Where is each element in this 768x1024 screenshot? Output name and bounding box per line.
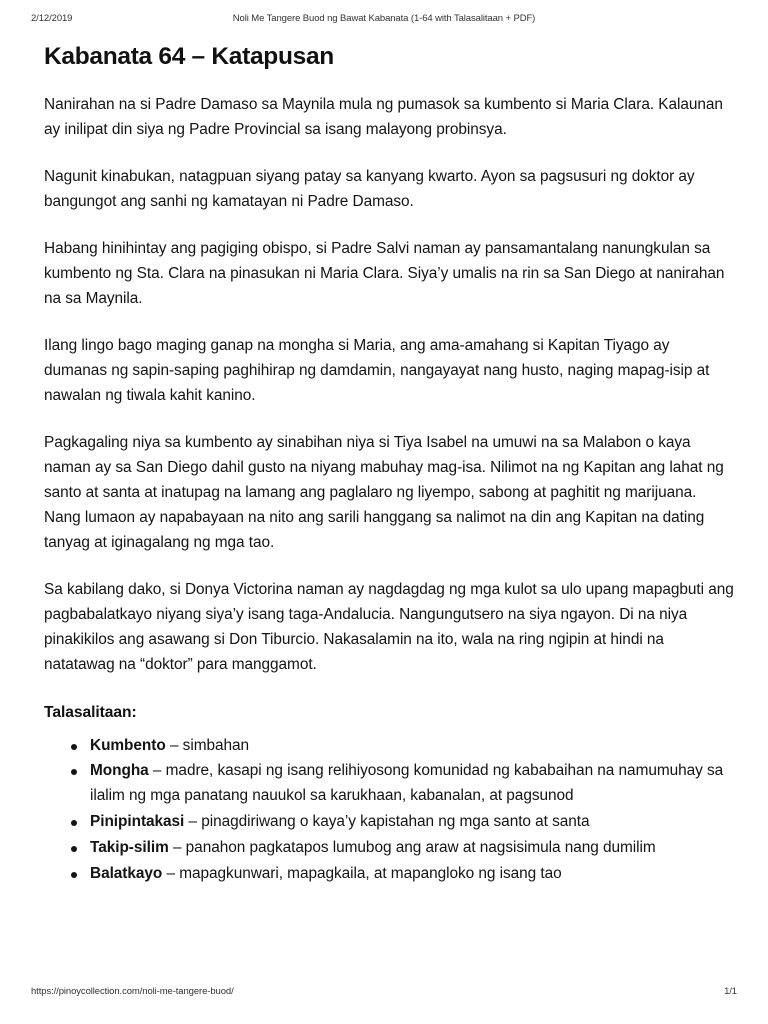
print-footer xyxy=(0,986,768,1000)
bullet-icon xyxy=(71,820,77,826)
body-paragraph: Nanirahan na si Padre Damaso sa Maynila mula ng pumasok sa kumbento si Maria Clara. Kalaunan ay inilipat din siya ng Padre Provincial sa isang malayong probinsya. xyxy=(44,96,723,139)
print-footer-page-number: 1/1 xyxy=(724,986,737,997)
bullet-icon xyxy=(71,744,77,750)
body-paragraph: Nagunit kinabukan, natagpuan siyang patay sa kanyang kwarto. Ayon sa pagsusuri ng doktor ay bangungot ang sanhi ng kamatayan ni Padre Damaso. xyxy=(44,168,695,211)
bullet-icon xyxy=(71,769,77,775)
vocab-term: Kumbento xyxy=(90,736,166,754)
vocab-definition: – panahon pagkatapos lumubog ang araw at nagsisimula nang dumilim xyxy=(172,839,656,857)
vocab-definition: – mapagkunwari, mapagkaila, at mapangloko ng isang tao xyxy=(166,865,562,883)
page-title: Kabanata 64 – Katapusan xyxy=(44,43,334,70)
list-item xyxy=(71,810,734,835)
list-item xyxy=(71,836,734,861)
body-paragraph: Pagkagaling niya sa kumbento ay sinabihan niya si Tiya Isabel na umuwi na sa Malabon o kaya naman ay sa San Diego dahil gusto na niyang mabuhay mag-isa. Nilimot na ng Kapitan ang lahat ng santo at santa at inatupag na lamang ang paglalaro ng liyempo, sabong at paghitit ng marijuana. Nang lumaon ay napabayaan na nito ang sarili hanggang sa nalimot na din ang Kapitan na dating tanyag at iginagalang ng mga tao. xyxy=(44,433,724,551)
vocab-term: Takip-silim xyxy=(90,839,169,857)
vocab-term: Pinipintakasi xyxy=(90,813,185,831)
vocab-definition: – madre, kasapi ng isang relihiyosong komunidad ng kababaihan na namumuhay sa ilalim ng mga panatang nauukol sa karukhaan, kabanalan, at pagsunod xyxy=(90,762,724,805)
vocab-term: Balatkayo xyxy=(90,865,163,883)
vocabulary-heading: Talasalitaan: xyxy=(44,703,137,721)
print-footer-url[interactable]: https://pinoycollection.com/noli-me-tangere-buod/ xyxy=(31,986,234,997)
bullet-icon xyxy=(71,872,77,878)
body-paragraph: Ilang lingo bago maging ganap na mongha si Maria, ang ama-amahang si Kapitan Tiyago ay dumanas ng sapin-saping paghihirap ng damdamin, nangayayat nang husto, naging mapag-isip at nawalan ng tiwala kahit kanino. xyxy=(44,337,710,404)
document-content xyxy=(44,42,734,888)
vocab-term: Mongha xyxy=(90,762,149,780)
list-item xyxy=(71,759,734,809)
print-header-date: 2/12/2019 xyxy=(31,13,73,24)
list-item xyxy=(71,734,734,759)
vocab-definition: – pinagdiriwang o kaya’y kapistahan ng mga santo at santa xyxy=(188,813,590,831)
print-header xyxy=(0,13,768,27)
body-paragraph: Sa kabilang dako, si Donya Victorina naman ay nagdagdag ng mga kulot sa ulo upang mapagbuti ang pagbabalatkayo niyang siya’y isang taga-Andalucia. Nangungutsero na siya ngayon. Di na niya pinakikilos ang asawang si Don Tiburcio. Nakasalamin na ito, wala na ring ngipin at hindi na natatawag na “doktor” para manggamot. xyxy=(44,580,734,673)
print-header-title: Noli Me Tangere Buod ng Bawat Kabanata (1-64 with Talasalitaan + PDF) xyxy=(232,13,536,24)
vocabulary-list xyxy=(44,734,734,888)
bullet-icon xyxy=(71,846,77,852)
body-paragraph: Habang hinihintay ang pagiging obispo, si Padre Salvi naman ay pansamantalang nanungkulan sa kumbento ng Sta. Clara na pinasukan ni Maria Clara. Siya’y umalis na rin sa San Diego at nanirahan na sa Maynila. xyxy=(44,240,725,308)
list-item xyxy=(71,862,734,887)
vocab-definition: – simbahan xyxy=(169,736,250,754)
